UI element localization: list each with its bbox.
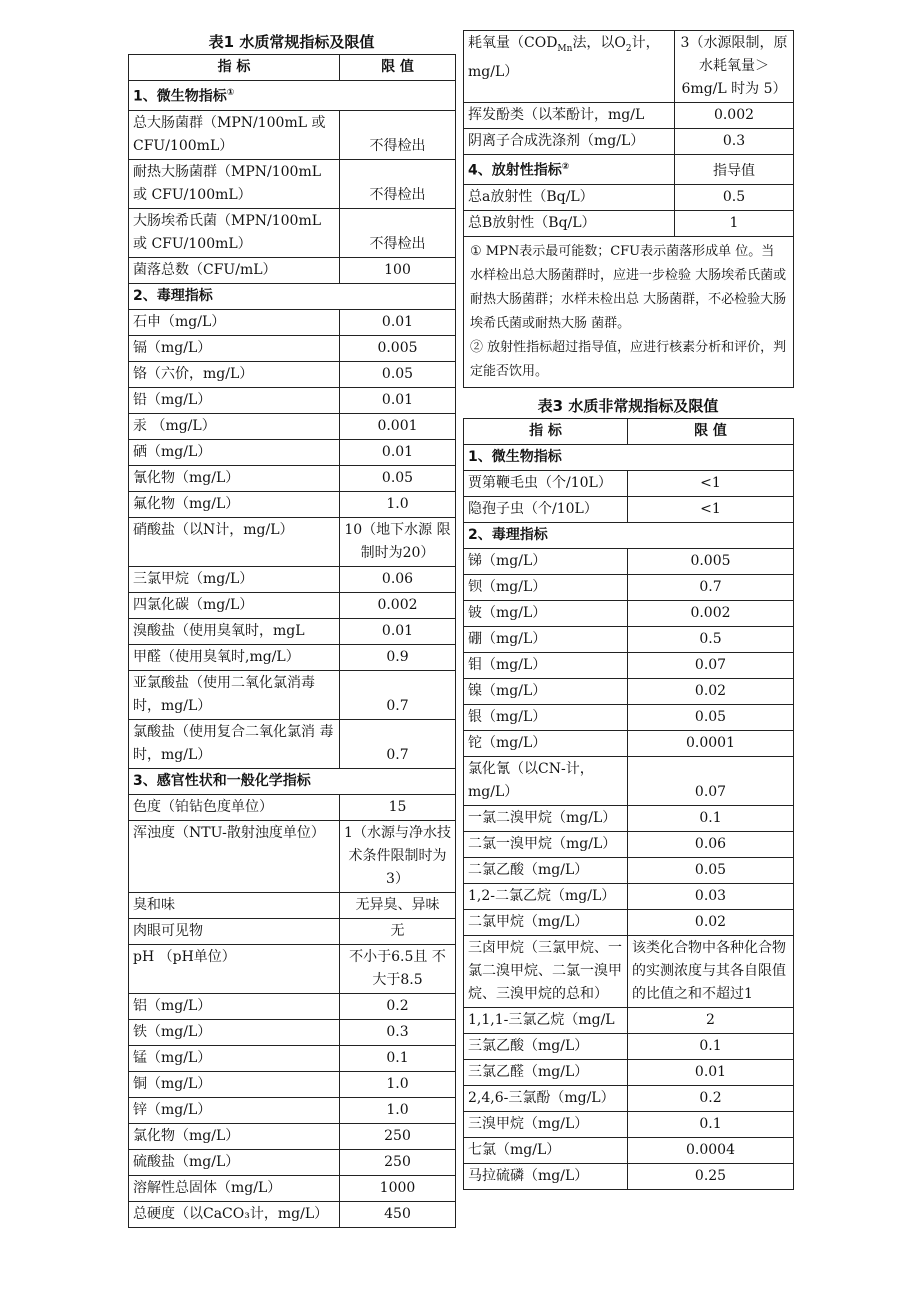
table1-header-limit: 限 值 [340, 55, 456, 81]
table1-title: 表1 水质常规指标及限值 [208, 33, 375, 51]
limit-value: 2 [628, 1007, 794, 1033]
table-row [464, 626, 794, 652]
indicator-name [129, 1123, 340, 1149]
limit-value: 1 [675, 210, 794, 236]
limit-value: 0.0004 [628, 1137, 794, 1163]
indicator-name [464, 756, 628, 805]
table3 [463, 418, 794, 1190]
indicator-name [129, 618, 340, 644]
limit-value: 10（地下水源 限制时为20） [340, 517, 456, 566]
indicator-text: 铬（六价，mg/L） [133, 365, 254, 382]
table-row [464, 496, 794, 522]
table-row [464, 470, 794, 496]
section-title [129, 81, 456, 111]
limit-value: 0.02 [628, 909, 794, 935]
indicator-name [464, 184, 675, 210]
table3-header-indicator: 指 标 [464, 418, 628, 444]
indicator-name [464, 548, 628, 574]
limit-value: 0.07 [628, 652, 794, 678]
table-row [464, 857, 794, 883]
table3-header-row [464, 418, 794, 444]
indicator-name [129, 110, 340, 159]
limit-value: 0.3 [675, 129, 794, 155]
limit-value: 0.01 [628, 1059, 794, 1085]
indicator-name [129, 439, 340, 465]
indicator-name [464, 103, 675, 129]
indicator-text: 计，mg/L） [468, 35, 660, 80]
limit-value: 0.005 [628, 548, 794, 574]
indicator-text: 二氯乙酸（mg/L） [468, 861, 589, 878]
limit-value: 不得检出 [340, 208, 456, 257]
table-row [129, 944, 456, 993]
limit-value: 15 [340, 794, 456, 820]
table-row [129, 257, 456, 283]
indicator-text: 总a放射性（Bq/L） [468, 188, 594, 205]
indicator-text: 总硬度（以CaCO₃计，mg/L） [133, 1205, 329, 1222]
indicator-text: 氯酸盐（使用复合二氧化氯消 毒时，mg/L） [133, 723, 334, 763]
limit-value: 0.1 [628, 805, 794, 831]
indicator-text: 1、微生物指标 [468, 448, 562, 465]
table-row [129, 892, 456, 918]
limit-value: 0.005 [340, 335, 456, 361]
indicator-name [464, 31, 675, 103]
limit-value: 1000 [340, 1175, 456, 1201]
footnote-2: ② 放射性指标超过指导值，应进行核素分析和评价，判定能否饮用。 [470, 339, 787, 379]
table-row [129, 110, 456, 159]
notes-row [464, 236, 794, 387]
indicator-text: 法，以O [572, 35, 626, 51]
indicator-name [464, 909, 628, 935]
indicator-name [464, 1085, 628, 1111]
limit-value: 0.01 [340, 439, 456, 465]
limit-value: 0.05 [628, 704, 794, 730]
table-row [464, 103, 794, 129]
table-row [464, 756, 794, 805]
footnote-mark: ② [561, 162, 570, 172]
table-row [464, 1137, 794, 1163]
indicator-text: 镉（mg/L） [133, 339, 212, 356]
limit-value: 1（水源与净水技术条件限制时为3） [340, 820, 456, 892]
table-row [129, 993, 456, 1019]
indicator-name [129, 517, 340, 566]
indicator-name [464, 857, 628, 883]
table-row [129, 1149, 456, 1175]
limit-value: 0.002 [340, 592, 456, 618]
indicator-name [129, 387, 340, 413]
indicator-name [129, 719, 340, 768]
limit-value: 1.0 [340, 1097, 456, 1123]
indicator-name [129, 335, 340, 361]
indicator-name [464, 574, 628, 600]
limit-value: 0.05 [340, 465, 456, 491]
limit-value: 0.7 [340, 719, 456, 768]
indicator-text: 大肠埃希氏菌（MPN/100mL 或 CFU/100mL） [133, 212, 322, 252]
table-row [464, 1059, 794, 1085]
indicator-text: 肉眼可见物 [133, 922, 203, 939]
table3-title: 表3 水质非常规指标及限值 [537, 396, 719, 415]
indicator-text: 4、放射性指标 [468, 162, 562, 179]
table-row [129, 618, 456, 644]
indicator-name [129, 309, 340, 335]
indicator-text: 钡（mg/L） [468, 578, 547, 595]
indicator-text: 挥发酚类（以苯酚计，mg/L [468, 107, 645, 123]
section-row [129, 81, 456, 111]
indicator-text: 氟化物（mg/L） [133, 495, 240, 512]
indicator-text: 耐热大肠菌群（MPN/100mL 或 CFU/100mL） [133, 163, 322, 203]
indicator-name [129, 820, 340, 892]
table1-body [129, 55, 456, 1228]
indicator-text: 2,4,6-三氯酚（mg/L） [468, 1089, 615, 1106]
limit-value: 1.0 [340, 1071, 456, 1097]
table-row [464, 1007, 794, 1033]
limit-value: 0.3 [340, 1019, 456, 1045]
indicator-name [129, 361, 340, 387]
table-row [129, 361, 456, 387]
indicator-name [464, 1059, 628, 1085]
section-row [129, 768, 456, 794]
indicator-text: 铁（mg/L） [133, 1023, 212, 1040]
table-row [129, 1123, 456, 1149]
table1-continued [463, 30, 794, 388]
limit-value: 450 [340, 1201, 456, 1227]
indicator-name [129, 1019, 340, 1045]
indicator-name [129, 644, 340, 670]
indicator-text: 硼（mg/L） [468, 630, 547, 647]
table-row [129, 670, 456, 719]
indicator-text: 溶解性总固体（mg/L） [133, 1179, 282, 1196]
indicator-text: 阴离子合成洗涤剂（mg/L） [468, 133, 645, 149]
right-column [463, 30, 793, 1190]
indicator-name [464, 210, 675, 236]
section-title [464, 522, 794, 548]
limit-value: 0.07 [628, 756, 794, 805]
table-row [129, 719, 456, 768]
limit-value: 无异臭、异味 [340, 892, 456, 918]
limit-value: 100 [340, 257, 456, 283]
limit-value: 1.0 [340, 491, 456, 517]
indicator-text: 1,1,1-三氯乙烷（mg/L [468, 1011, 615, 1028]
limit-value: 0.06 [340, 566, 456, 592]
indicator-text: 总大肠菌群（MPN/100mL 或CFU/100mL） [133, 114, 326, 154]
left-column [128, 30, 455, 1228]
table-row [464, 1085, 794, 1111]
limit-value: 0.1 [628, 1033, 794, 1059]
indicator-name [464, 129, 675, 155]
indicator-text: 臭和味 [133, 896, 175, 913]
indicator-name [464, 1033, 628, 1059]
indicator-name [129, 208, 340, 257]
table-row [129, 439, 456, 465]
indicator-text: 贾第鞭毛虫（个/10L） [468, 474, 612, 491]
indicator-text: 2、毒理指标 [133, 287, 213, 304]
indicator-name [129, 257, 340, 283]
limit-value: 0.02 [628, 678, 794, 704]
indicator-name [129, 1071, 340, 1097]
indicator-name [129, 566, 340, 592]
table-row [464, 883, 794, 909]
table-row [129, 335, 456, 361]
limit-value: 0.002 [628, 600, 794, 626]
indicator-name [129, 159, 340, 208]
indicator-name [464, 1137, 628, 1163]
indicator-name [129, 413, 340, 439]
section-row [464, 522, 794, 548]
table-row [129, 413, 456, 439]
indicator-text: 三氯乙醛（mg/L） [468, 1063, 589, 1080]
limit-value: 0.7 [628, 574, 794, 600]
indicator-name [129, 794, 340, 820]
section-title [464, 155, 675, 185]
indicator-name [129, 1175, 340, 1201]
section-row [464, 155, 794, 185]
table-row [129, 644, 456, 670]
limit-value: 0.25 [628, 1163, 794, 1189]
indicator-text: 三卤甲烷（三氯甲烷、一氯二溴甲烷、二氯一溴甲烷、三溴甲烷的总和） [468, 939, 622, 1002]
section-title [464, 444, 794, 470]
table-row [464, 805, 794, 831]
limit-value: 0.0001 [628, 730, 794, 756]
indicator-text: 三氯乙酸（mg/L） [468, 1037, 589, 1054]
indicator-text: 甲醛（使用臭氧时,mg/L） [133, 648, 300, 665]
table-row [464, 652, 794, 678]
indicator-name [129, 1045, 340, 1071]
table-row [129, 566, 456, 592]
indicator-text: 亚氯酸盐（使用二氧化氯消毒 时，mg/L） [133, 674, 315, 714]
limit-value: 0.01 [340, 387, 456, 413]
indicator-text: 硫酸盐（mg/L） [133, 1153, 240, 1170]
indicator-name [129, 993, 340, 1019]
indicator-text: 菌落总数（CFU/mL） [133, 261, 277, 278]
indicator-name [464, 935, 628, 1007]
table-row [464, 31, 794, 103]
limit-value: 0.01 [340, 618, 456, 644]
section-row [464, 444, 794, 470]
indicator-text: 氯化氰（以CN-计，mg/L） [468, 760, 594, 800]
table1 [128, 54, 456, 1228]
table-row [129, 1097, 456, 1123]
indicator-name [464, 831, 628, 857]
indicator-text: 银（mg/L） [468, 708, 547, 725]
table1-continued-body [464, 31, 794, 237]
table-row [129, 1175, 456, 1201]
table-row [129, 918, 456, 944]
limit-value: 250 [340, 1149, 456, 1175]
section-title [129, 768, 456, 794]
indicator-name [464, 678, 628, 704]
limit-value: 0.03 [628, 883, 794, 909]
indicator-text: 氯化物（mg/L） [133, 1127, 240, 1144]
table-row [129, 309, 456, 335]
indicator-name [464, 600, 628, 626]
indicator-text: 耗氧量（COD [468, 35, 558, 51]
table-row [129, 208, 456, 257]
limit-value: 0.1 [340, 1045, 456, 1071]
limit-value: 0.06 [628, 831, 794, 857]
limit-value: 0.05 [340, 361, 456, 387]
indicator-name [464, 1111, 628, 1137]
indicator-text: 1、微生物指标 [133, 88, 227, 105]
subscript: 2 [625, 43, 632, 54]
footnotes [464, 236, 794, 387]
indicator-name [464, 1163, 628, 1189]
indicator-text: 汞 （mg/L） [133, 417, 216, 434]
indicator-text: 四氯化碳（mg/L） [133, 596, 254, 613]
indicator-text: 隐孢子虫（个/10L） [468, 500, 598, 517]
table1-header-row [129, 55, 456, 81]
table-row [129, 1019, 456, 1045]
limit-value: 不得检出 [340, 159, 456, 208]
footnote-mark: ① [226, 88, 235, 98]
table3-body [464, 418, 794, 1189]
indicator-text: 铜（mg/L） [133, 1075, 212, 1092]
indicator-text: 浑浊度（NTU-散射浊度单位） [133, 824, 325, 841]
limit-value: 0.05 [628, 857, 794, 883]
indicator-text: 石申（mg/L） [133, 313, 226, 330]
indicator-name [464, 652, 628, 678]
table-row [464, 831, 794, 857]
indicator-name [129, 892, 340, 918]
indicator-text: 一氯二溴甲烷（mg/L） [468, 809, 617, 826]
limit-value: 0.001 [340, 413, 456, 439]
indicator-text: 三溴甲烷（mg/L） [468, 1115, 589, 1132]
limit-value: 250 [340, 1123, 456, 1149]
indicator-name [464, 626, 628, 652]
table-row [464, 210, 794, 236]
indicator-text: 氰化物（mg/L） [133, 469, 240, 486]
table-row [129, 1045, 456, 1071]
indicator-text: 锰（mg/L） [133, 1049, 212, 1066]
table-row [464, 184, 794, 210]
indicator-name [129, 670, 340, 719]
table-row [129, 387, 456, 413]
table-row [464, 1033, 794, 1059]
indicator-name [464, 496, 628, 522]
indicator-text: 马拉硫磷（mg/L） [468, 1167, 589, 1184]
indicator-name [464, 883, 628, 909]
table-row [129, 491, 456, 517]
indicator-text: 铍（mg/L） [468, 604, 547, 621]
indicator-name [464, 805, 628, 831]
limit-value: 不小于6.5且 不大于8.5 [340, 944, 456, 993]
indicator-name [129, 1149, 340, 1175]
subscript: Mn [557, 43, 573, 54]
table-row [464, 548, 794, 574]
limit-value: 该类化合物中各种化合物的实测浓度与其各自限值的比值之和不超过1 [628, 935, 794, 1007]
table-row [129, 820, 456, 892]
indicator-text: 三氯甲烷（mg/L） [133, 570, 254, 587]
indicator-text: 1,2-二氯乙烷（mg/L） [468, 887, 616, 904]
table1-header-indicator: 指 标 [129, 55, 340, 81]
table3-header-limit: 限 值 [628, 418, 794, 444]
limit-value: 0.5 [628, 626, 794, 652]
limit-value: 0.2 [628, 1085, 794, 1111]
indicator-text: 铅（mg/L） [133, 391, 212, 408]
indicator-text: 钼（mg/L） [468, 656, 547, 673]
table-row [464, 935, 794, 1007]
limit-value: 指导值 [675, 155, 794, 185]
indicator-text: 二氯甲烷（mg/L） [468, 913, 589, 930]
table-row [464, 129, 794, 155]
limit-value: 0.1 [628, 1111, 794, 1137]
limit-value: 3（水源限制，原水耗氧量＞6mg/L 时为 5） [675, 31, 794, 103]
table-row [129, 1201, 456, 1227]
indicator-name [129, 1097, 340, 1123]
table-row [464, 1163, 794, 1189]
table-row [129, 465, 456, 491]
section-row [129, 283, 456, 309]
limit-value: 0.002 [675, 103, 794, 129]
indicator-text: 二氯一溴甲烷（mg/L） [468, 835, 617, 852]
indicator-text: 3、感官性状和一般化学指标 [133, 772, 311, 789]
table-row [129, 159, 456, 208]
table-row [129, 794, 456, 820]
indicator-text: 2、毒理指标 [468, 526, 548, 543]
table-row [129, 1071, 456, 1097]
table-row [129, 517, 456, 566]
indicator-name [129, 918, 340, 944]
indicator-text: 溴酸盐（使用臭氧时，mgL [133, 622, 305, 639]
limit-value: 0.5 [675, 184, 794, 210]
indicator-text: 锑（mg/L） [468, 552, 547, 569]
limit-value: 0.2 [340, 993, 456, 1019]
table-row [464, 704, 794, 730]
section-title [129, 283, 456, 309]
indicator-text: 七氯（mg/L） [468, 1141, 561, 1158]
indicator-name [464, 470, 628, 496]
indicator-text: 镍（mg/L） [468, 682, 547, 699]
table-row [464, 600, 794, 626]
indicator-text: 色度（铂钻色度单位） [133, 798, 273, 815]
indicator-name [464, 1007, 628, 1033]
indicator-name [464, 730, 628, 756]
indicator-name [464, 704, 628, 730]
indicator-text: pH （pH单位） [133, 948, 236, 965]
indicator-name [129, 491, 340, 517]
indicator-name [129, 592, 340, 618]
indicator-text: 锌（mg/L） [133, 1101, 212, 1118]
limit-value: <1 [628, 470, 794, 496]
indicator-text: 总B放射性（Bq/L） [468, 214, 596, 231]
indicator-text: 硒（mg/L） [133, 443, 212, 460]
table-row [464, 574, 794, 600]
limit-value: 0.7 [340, 670, 456, 719]
limit-value: 0.9 [340, 644, 456, 670]
limit-value: 0.01 [340, 309, 456, 335]
indicator-text: 铝（mg/L） [133, 997, 212, 1014]
limit-value: 无 [340, 918, 456, 944]
indicator-name [129, 465, 340, 491]
indicator-text: 铊（mg/L） [468, 734, 547, 751]
table-row [464, 678, 794, 704]
limit-value: <1 [628, 496, 794, 522]
limit-value: 不得检出 [340, 110, 456, 159]
indicator-text: 硝酸盐（以N计，mg/L） [133, 521, 294, 538]
table-row [129, 592, 456, 618]
footnote-1: ① MPN表示最可能数；CFU表示菌落形成单 位。当水样检出总大肠菌群时，应进一步检验 大肠埃希氏菌或耐热大肠菌群；水样未检出总 大肠菌群，不必检验大肠埃希氏菌或耐热大肠 菌群。 [470, 243, 787, 331]
indicator-name [129, 1201, 340, 1227]
indicator-name [129, 944, 340, 993]
table-row [464, 909, 794, 935]
table-row [464, 730, 794, 756]
table-row [464, 1111, 794, 1137]
